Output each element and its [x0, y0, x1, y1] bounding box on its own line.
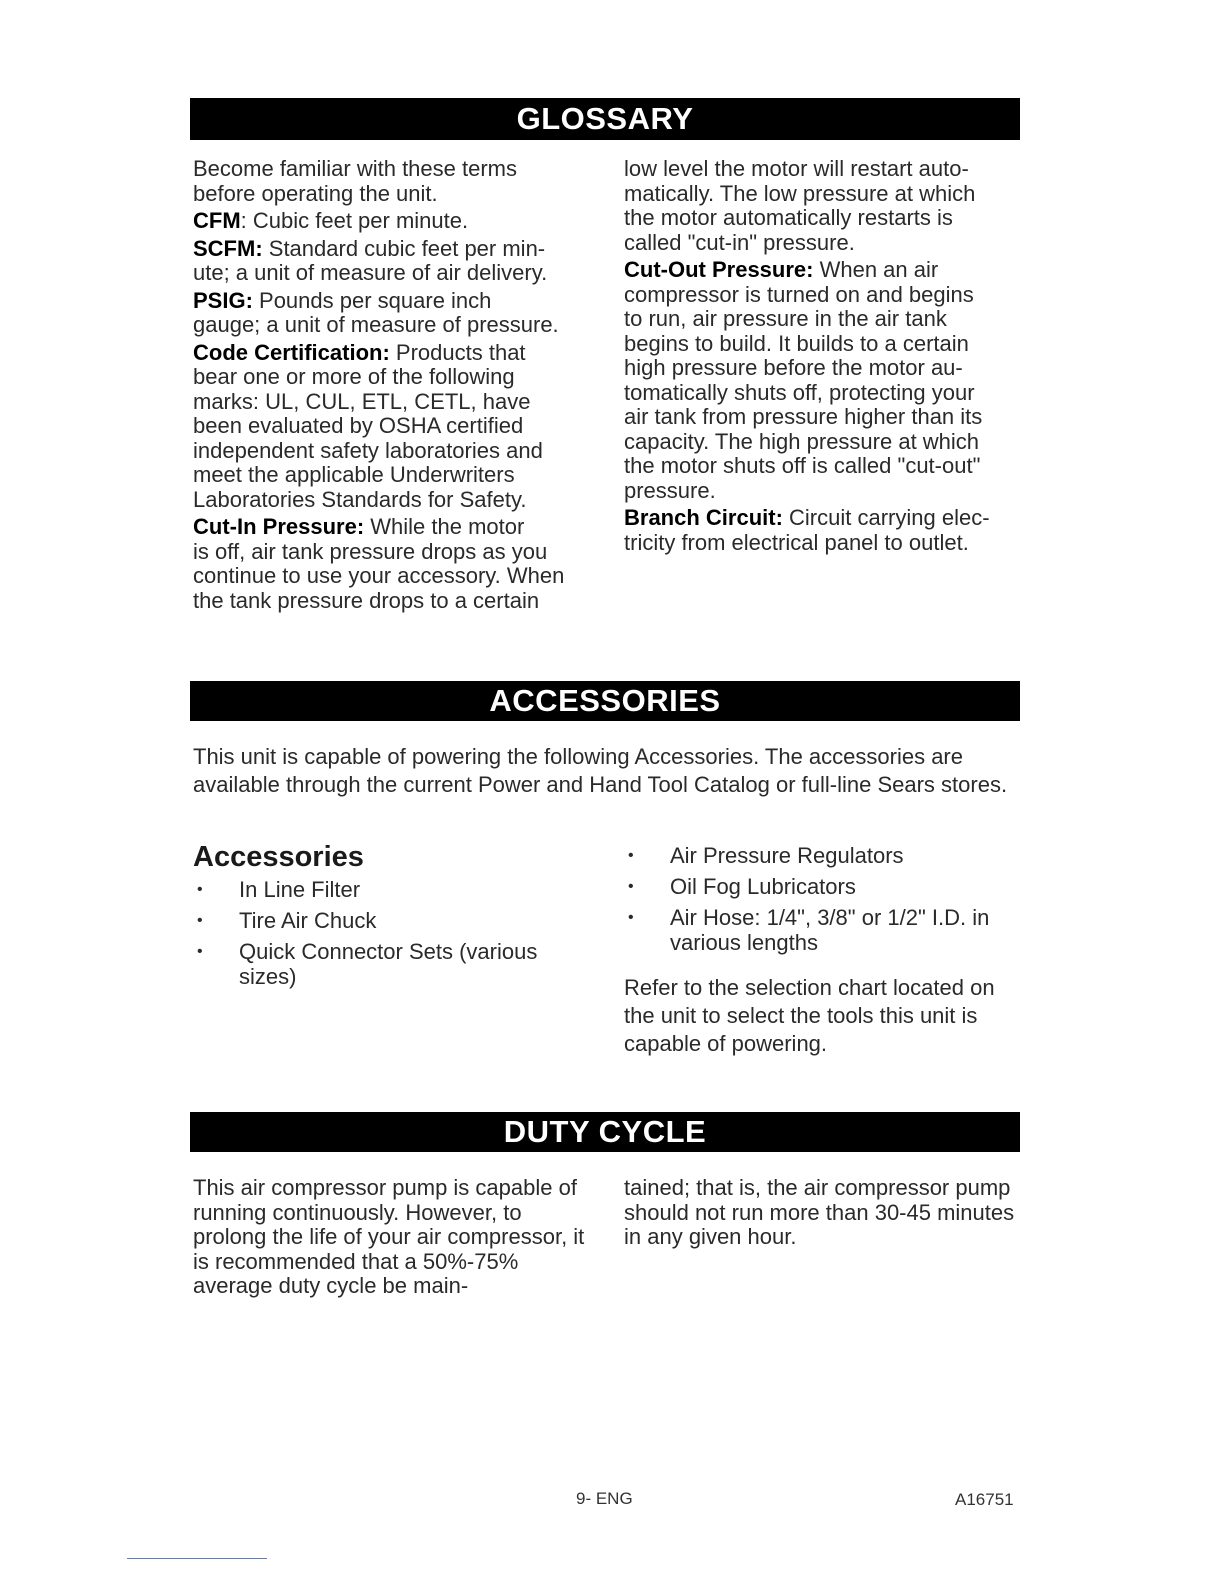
duty-cycle-text-right: tained; that is, the air compressor pump should not run more than 30-45 minutes in any given hour.: [624, 1175, 1015, 1249]
accessories-left-list: [193, 877, 573, 995]
list-item: • Air Pressure Regulators: [628, 843, 904, 868]
list-item: • Air Hose: 1/4", 3/8" or 1/2" I.D. in various lengths: [628, 905, 990, 955]
glossary-term-cut-in-continued: low level the motor will restart auto- matically. The low pressure at which the motor automatically restarts is called "cut-in" pressure.: [624, 156, 976, 255]
glossary-intro: Become familiar with these terms before operating the unit.: [193, 156, 517, 206]
glossary-term-cut-in: Cut-In Pressure: While the motor is off, air tank pressure drops as you continue to use your accessory. When the tank pressure drops to a certain: [193, 514, 565, 613]
page-number: 9- ENG: [576, 1489, 633, 1508]
glossary-right-column: [624, 157, 1024, 555]
glossary-term-scfm: SCFM: Standard cubic feet per min- ute; a unit of measure of air delivery.: [193, 235, 548, 285]
accessories-right-list: [624, 843, 1024, 961]
bullet-icon: •: [197, 881, 203, 898]
bullet-icon: •: [197, 912, 203, 929]
bullet-icon: •: [628, 909, 634, 926]
bullet-icon: •: [628, 847, 634, 864]
glossary-left-column: [193, 157, 593, 613]
bullet-icon: •: [628, 878, 634, 895]
glossary-term-code-certification: Code Certification: Products that bear one or more of the following marks: UL, CUL, ETL, CETL, have been evaluated by OSHA certified independent safety laboratories and meet the applicable Underwriters Laboratories Standards for Safety.: [193, 339, 543, 512]
duty-cycle-text-left: This air compressor pump is capable of running continuously. However, to prolong the life of your air compressor, it is recommended that a 50%-75% average duty cycle be main-: [193, 1175, 585, 1298]
footer-divider: [127, 1558, 267, 1559]
glossary-heading: GLOSSARY: [190, 98, 1020, 140]
glossary-term-psig: PSIG: Pounds per square inch gauge; a unit of measure of pressure.: [193, 287, 559, 337]
accessories-heading: ACCESSORIES: [190, 681, 1020, 721]
accessories-note: Refer to the selection chart located on the unit to select the tools this unit is capable of powering.: [624, 975, 995, 1056]
document-code: A16751: [955, 1490, 1014, 1509]
accessories-subheading: Accessories: [193, 841, 364, 873]
glossary-term-cfm: CFM: Cubic feet per minute.: [193, 208, 469, 233]
bullet-icon: •: [197, 943, 203, 960]
glossary-term-branch-circuit: Branch Circuit: Circuit carrying elec- tricity from electrical panel to outlet.: [624, 505, 990, 555]
list-item: • In Line Filter: [197, 877, 361, 902]
list-item: • Oil Fog Lubricators: [628, 874, 856, 899]
accessories-intro: This unit is capable of powering the following Accessories. The accessories are available through the current Power and Hand Tool Catalog or full-line Sears stores.: [193, 744, 1008, 797]
glossary-term-cut-out: Cut-Out Pressure: When an air compressor is turned on and begins to run, air pressure in the air tank begins to build. It builds to a certain high pressure before the motor au- tomatically shuts off, protecting your air tank from pressure higher than its capacity. The high pressure at which the motor shuts off is called "cut-out" pressure.: [624, 257, 983, 503]
list-item: • Tire Air Chuck: [197, 908, 377, 933]
list-item: • Quick Connector Sets (various sizes): [197, 939, 538, 989]
duty-cycle-heading: DUTY CYCLE: [190, 1112, 1020, 1152]
